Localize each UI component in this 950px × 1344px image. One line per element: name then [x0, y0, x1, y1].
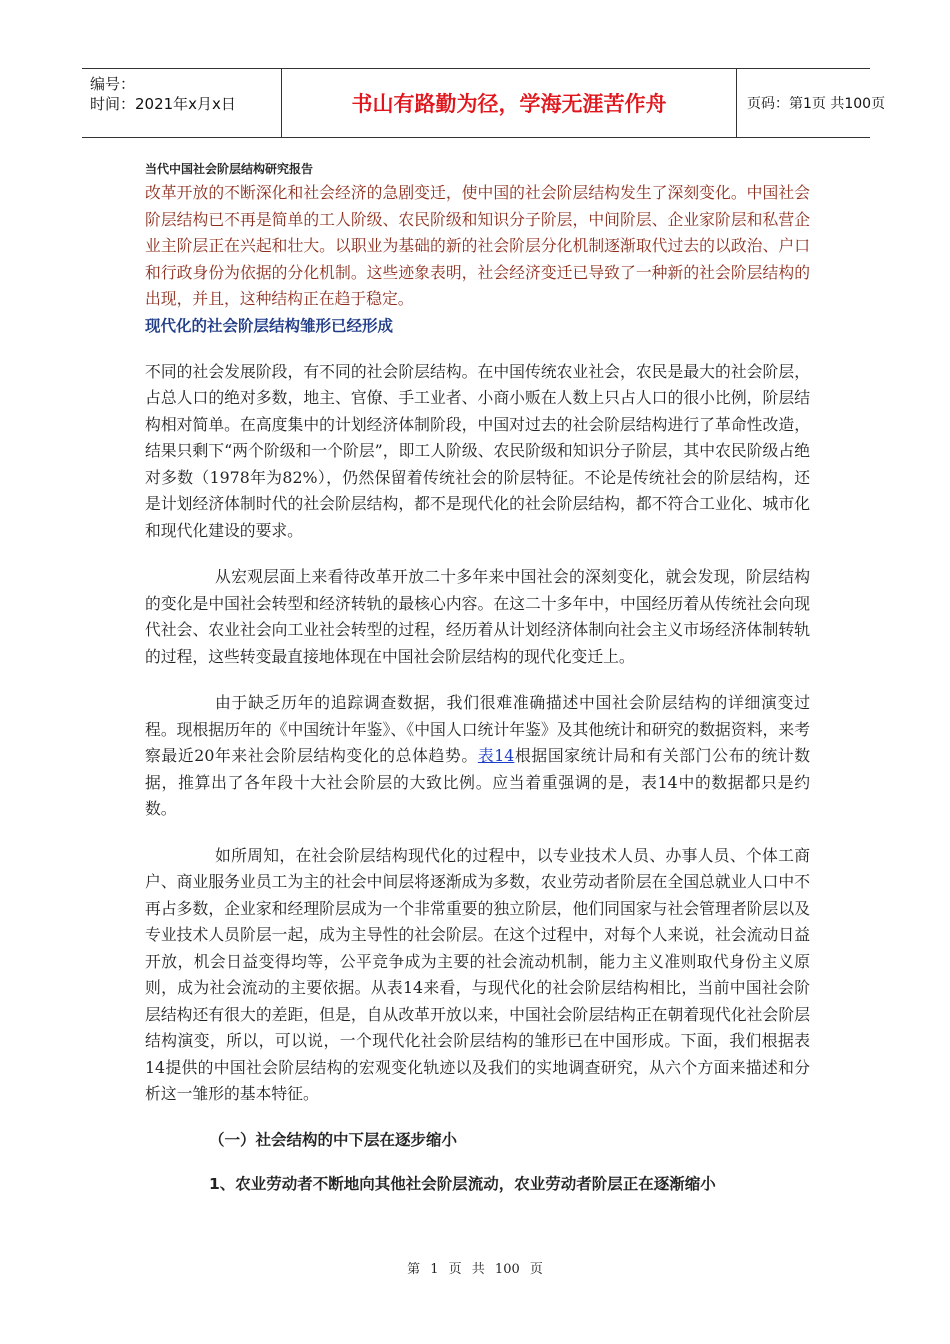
paragraph-3-text-b: 根据国家统计局和有关部门公布的统计数据，推算出了各年段十大社会阶层的大致比例。应当着重强调的是，表14中的数据都只是约数。: [145, 746, 810, 818]
document-header: [82, 68, 886, 138]
subheading-1: （一）社会结构的中下层在逐步缩小: [209, 1130, 458, 1149]
document-title: 当代中国社会阶层结构研究报告: [145, 162, 314, 176]
page-footer: 第 1 页 共 100 页: [407, 1262, 543, 1277]
paragraph-3-text-a: 由于缺乏历年的追踪调查数据，我们很难准确描述中国社会阶层结构的详细演变过程。现根据历年的《中国统计年鉴》、《中国人口统计年鉴》及其他统计和研究的数据资料，来考察最近20年来社会阶层结构变化的总体趋势。: [145, 693, 810, 765]
number-label: 编号：: [90, 75, 136, 93]
document-body: [145, 160, 810, 1194]
header-page-label: 页码：第1页 共100页: [747, 96, 886, 112]
paragraph-2: 从宏观层面上来看待改革开放二十多年来中国社会的深刻变化，就会发现，阶层结构的变化是中国社会转型和经济转轨的最核心内容。在这二十多年中，中国经历着从传统社会向现代社会、农业社会向工业社会转型的过程，经历着从计划经济体制向社会主义市场经济体制转轨的过程，这些转变最直接地体现在中国社会阶层结构的现代化变迁上。: [145, 567, 810, 666]
intro-paragraph: 改革开放的不断深化和社会经济的急剧变迁，使中国的社会阶层结构发生了深刻变化。中国社会阶层结构已不再是简单的工人阶级、农民阶级和知识分子阶层，中间阶层、企业家阶层和私营企业主阶层正在兴起和壮大。以职业为基础的新的社会阶层分化机制逐渐取代过去的以政治、户口和行政身份为依据的分化机制。这些迹象表明，社会经济变迁已导致了一种新的社会阶层结构的出现，并且，这种结构正在趋于稳定。: [145, 183, 810, 308]
paragraph-3: [145, 690, 810, 823]
paragraph-1: 不同的社会发展阶段，有不同的社会阶层结构。在中国传统农业社会，农民是最大的社会阶层，占总人口的绝对多数，地主、官僚、手工业者、小商小贩在人数上只占人口的很小比例，阶层结构相对简单。在高度集中的计划经济体制阶段，中国对过去的社会阶层结构进行了革命性改造，结果只剩下“两个阶级和一个阶层”，即工人阶级、农民阶级和知识分子阶层，其中农民阶级占绝对多数（1978年为82%），仍然保留着传统社会的阶层特征。不论是传统社会的阶层结构，还是计划经济体制时代的社会阶层结构，都不是现代化的社会阶层结构，都不符合工业化、城市化和现代化建设的要求。: [145, 361, 810, 540]
subheading-2: 1、农业劳动者不断地向其他社会阶层流动，农业劳动者阶层正在逐渐缩小: [209, 1174, 716, 1193]
header-meta-cell: [82, 69, 282, 137]
date-label: 时间：2021年x月x日: [90, 95, 236, 113]
paragraph-4: 如所周知，在社会阶层结构现代化的过程中，以专业技术人员、办事人员、个体工商户、商业服务业员工为主的社会中间层将逐渐成为多数，农业劳动者阶层在全国总就业人口中不再占多数，企业家和经理阶层成为一个非常重要的独立阶层，他们同国家与社会管理者阶层以及专业技术人员阶层一起，成为主导性的社会阶层。在这个过程中，对每个人来说，社会流动日益开放，机会日益变得均等，公平竞争成为主要的社会流动机制，能力主义准则取代身份主义原则，成为社会流动的主要依据。从表14来看，与现代化的社会阶层结构相比，当前中国社会阶层结构还有很大的差距，但是，自从改革开放以来，中国社会阶层结构正在朝着现代化社会阶层结构演变，所以，可以说，一个现代化社会阶层结构的雏形已在中国形成。下面，我们根据表14提供的中国社会阶层结构的宏观变化轨迹以及我们的实地调查研究，从六个方面来描述和分析这一雏形的基本特征。: [145, 845, 810, 1103]
table-14-link[interactable]: 表14: [477, 746, 515, 765]
section-title: 现代化的社会阶层结构雏形已经形成: [145, 316, 394, 335]
header-motto: 书山有路勤为径，学海无涯苦作舟: [282, 69, 737, 137]
